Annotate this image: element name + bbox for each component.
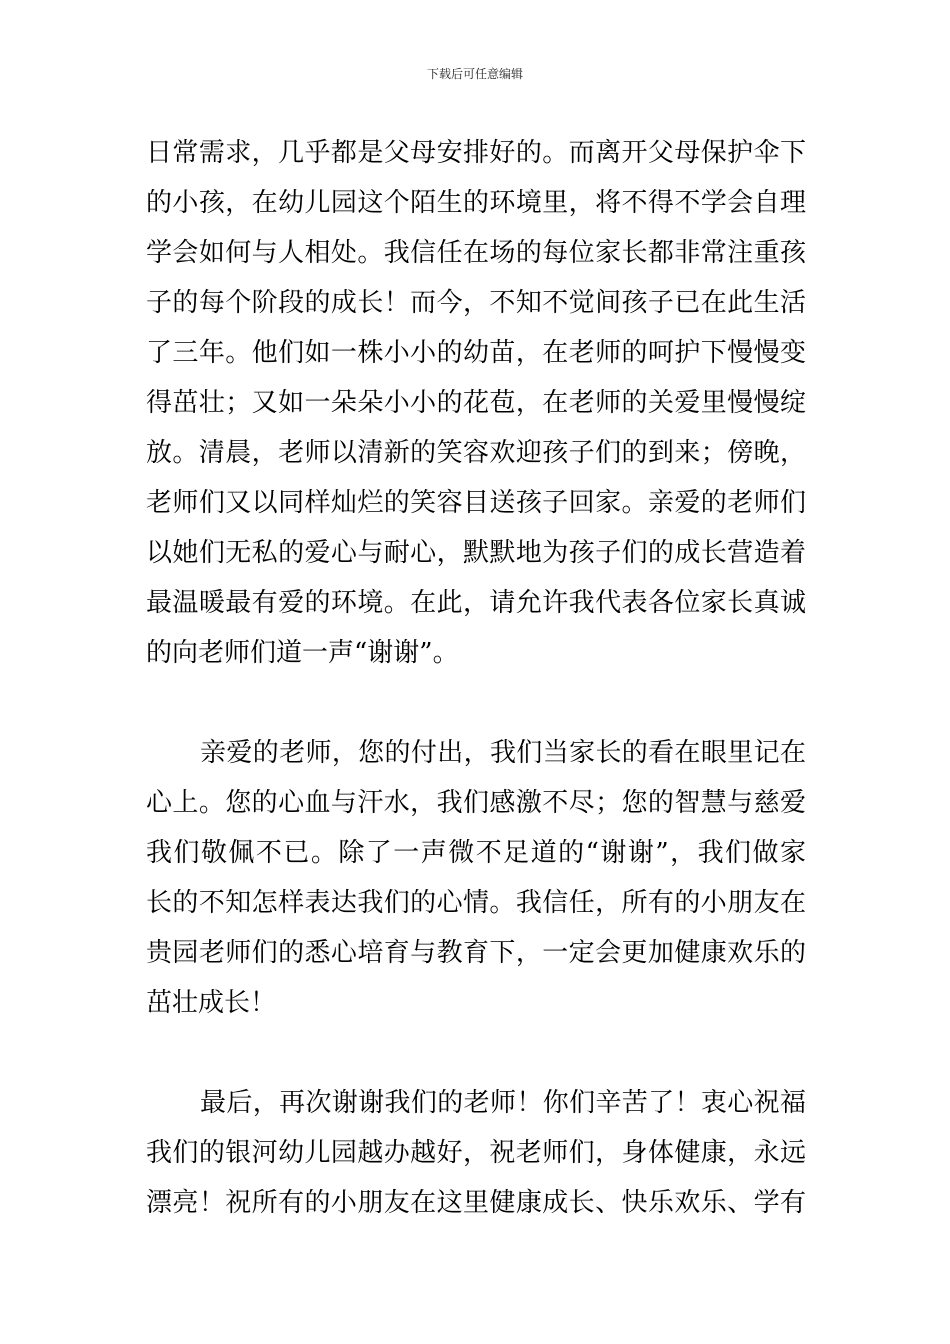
text-line: 放。清晨，老师以清新的笑容欢迎孩子们的到来；傍晚， (146, 438, 806, 468)
paragraph-2 (146, 728, 806, 1028)
paragraph-gap (146, 678, 806, 728)
text-line: 了三年。他们如一株小小的幼苗，在老师的呵护下慢慢变 (146, 338, 806, 368)
text-line: 学会如何与人相处。我信任在场的每位家长都非常注重孩 (146, 238, 806, 268)
text-line: 老师们又以同样灿烂的笑容目送孩子回家。亲爱的老师们 (146, 488, 806, 518)
text-line: 得茁壮；又如一朵朵小小的花苞，在老师的关爱里慢慢绽 (146, 388, 806, 418)
text-line: 的小孩，在幼儿园这个陌生的环境里，将不得不学会自理 (146, 188, 806, 218)
text-line: 的向老师们道一声“谢谢”。 (146, 638, 459, 668)
text-line: 以她们无私的爱心与耐心，默默地为孩子们的成长营造着 (146, 538, 806, 568)
text-line: 最温暖最有爱的环境。在此，请允许我代表各位家长真诚 (146, 588, 806, 618)
text-line: 亲爱的老师，您的付出，我们当家长的看在眼里记在 (200, 738, 806, 768)
text-line: 日常需求，几乎都是父母安排好的。而离开父母保护伞下 (146, 138, 806, 168)
text-line: 长的不知怎样表达我们的心情。我信任，所有的小朋友在 (146, 888, 806, 918)
text-line: 心上。您的心血与汗水，我们感激不尽；您的智慧与慈爱 (146, 788, 806, 818)
paragraph-3 (146, 1078, 806, 1228)
text-line: 我们的银河幼儿园越办越好，祝老师们，身体健康，永远 (146, 1138, 806, 1168)
text-line: 我们敬佩不已。除了一声微不足道的“谢谢”，我们做家 (146, 838, 806, 868)
text-line: 漂亮！祝所有的小朋友在这里健康成长、快乐欢乐、学有 (146, 1188, 806, 1218)
text-line: 贵园老师们的悉心培育与教育下，一定会更加健康欢乐的 (146, 938, 806, 968)
page-header-note: 下载后可任意编辑 (426, 67, 523, 81)
text-line: 茁壮成长！ (146, 988, 277, 1018)
paragraph-1 (146, 128, 806, 678)
text-line: 最后，再次谢谢我们的老师！你们辛苦了！衷心祝福 (200, 1088, 806, 1118)
paragraph-gap (146, 1028, 806, 1078)
document-body (146, 128, 806, 1228)
text-line: 子的每个阶段的成长！而今，不知不觉间孩子已在此生活 (146, 288, 806, 318)
